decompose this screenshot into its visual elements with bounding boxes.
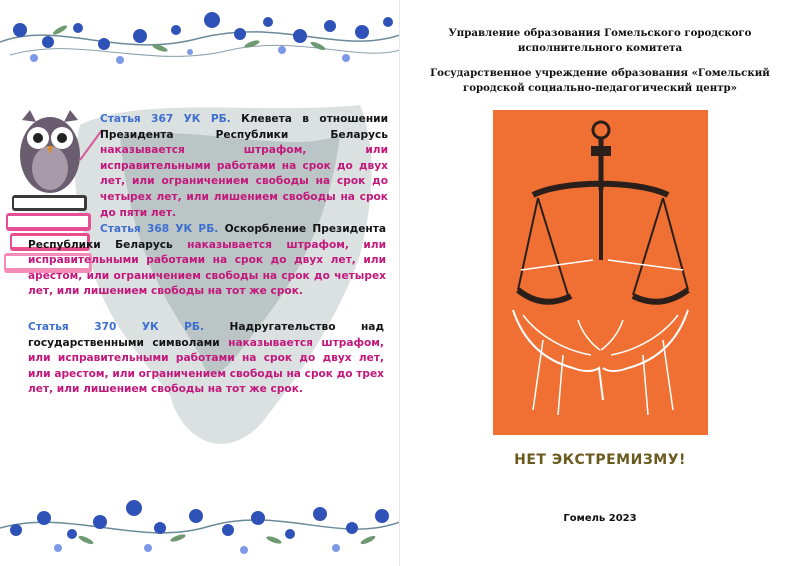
article-number: Статья 370 УК РБ. (28, 321, 205, 333)
article-penalty: наказывается штрафом, или исправительными работами на срок до двух лет, или арестом, или ограничением свободы на срок до четырех лет, или лишением свободы на тот же срок. (28, 238, 386, 298)
header-department: Управление образования Гомельского городского исполнительного комитета (448, 27, 752, 54)
law-article-370 (28, 320, 384, 398)
article-penalty: наказывается штрафом, или исправительными работами на срок до двух лет, или ограничением свободы на срок до четырех лет, или лишением свободы на срок до пяти лет. (100, 144, 388, 219)
cornflower-garland-bottom-icon (0, 478, 400, 566)
open-hands-icon (493, 110, 708, 435)
cornflower-garland-top-icon (0, 0, 400, 80)
article-number: Статья 368 УК РБ. (100, 223, 219, 235)
article-offense: Клевета в отношении Президента Республики Беларусь (100, 113, 388, 141)
right-page (400, 0, 800, 566)
law-article-367 (100, 112, 388, 221)
slogan-title: НЕТ ЭКСТРЕМИЗМУ! (514, 452, 686, 468)
law-article-368 (28, 222, 386, 300)
article-offense: Оскорбление Президента Республики Беларусь (28, 223, 386, 251)
article-offense: Надругательство над государственными символами (28, 321, 385, 349)
article-penalty: наказывается штрафом, или исправительными работами на срок до двух лет, или арестом, или ограничением свободы на срок до трех лет, или лишением свободы на тот же срок. (28, 336, 384, 396)
poster-image (493, 110, 708, 435)
footer-city-year: Гомель 2023 (563, 513, 637, 524)
article-number: Статья 367 УК РБ. (100, 113, 231, 125)
header-institution: Государственное учреждение образования «Гомельский городской социально-педагогический центр» (430, 67, 770, 94)
